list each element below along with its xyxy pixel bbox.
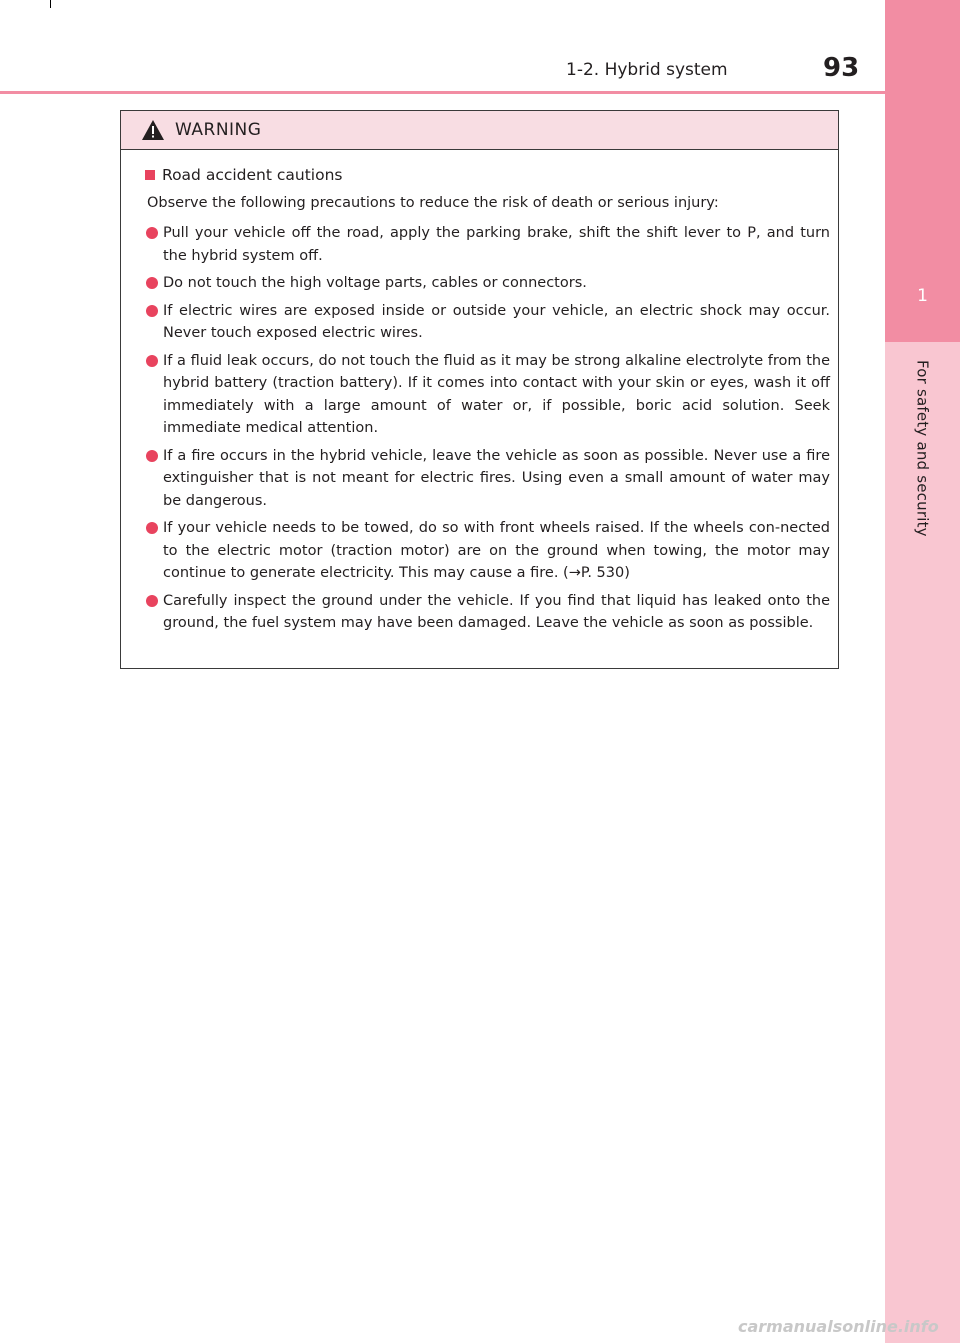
list-item (145, 350, 830, 440)
warning-intro: Observe the following precautions to reduce the risk of death or serious injury: (147, 195, 719, 211)
list-item-text: If a fire occurs in the hybrid vehicle, leave the vehicle as soon as possible. Never use a fire extinguisher that is not meant for electric fires. Using even a small amount of water may be dangerous. (163, 447, 830, 509)
warning-header (121, 111, 838, 150)
page-number: 93 (823, 53, 860, 83)
side-tab (885, 0, 960, 1343)
list-item (145, 300, 830, 345)
bullet-icon (146, 450, 158, 462)
warning-subheading (145, 166, 830, 184)
list-item-text: If electric wires are exposed inside or outside your vehicle, an electric shock may occur. Never touch exposed electric wires. (163, 302, 830, 341)
subheading-text: Road accident cautions (162, 166, 343, 184)
chapter-title-text: For safety and security (913, 360, 932, 537)
warning-label: WARNING (175, 120, 262, 140)
chapter-title (885, 360, 960, 560)
footer-watermark: carmanualsonline.info (738, 1317, 939, 1336)
square-bullet-icon (145, 170, 155, 180)
list-item (145, 222, 830, 267)
header-rule (0, 91, 885, 94)
warning-box (120, 110, 839, 669)
warning-triangle-icon (141, 119, 165, 141)
bullet-icon (146, 595, 158, 607)
list-item (145, 517, 830, 585)
warning-list (145, 222, 830, 635)
list-item-text: If your vehicle needs to be towed, do so with front wheels raised. If the wheels con-nected to the electric motor (traction motor) are on the ground when towing, the motor may continue to generate electricity. This may cause a fire. (→P. 530) (163, 520, 830, 581)
list-item-text: Pull your vehicle off the road, apply the parking brake, shift the shift lever to P, and turn the hybrid system off. (163, 225, 830, 264)
list-item-text: Carefully inspect the ground under the vehicle. If you find that liquid has leaked onto the ground, the fuel system may have been damaged. Leave the vehicle as soon as possible. (163, 592, 830, 631)
list-item (145, 445, 830, 513)
bullet-icon (146, 227, 158, 239)
list-item (145, 272, 830, 295)
list-item-text: If a fluid leak occurs, do not touch the fluid as it may be strong alkaline electrolyte from the hybrid battery (traction battery). If it comes into contact with your skin or eyes, wash it off immediately with a large amount of water or, if possible, boric acid solution. Seek immediate medical attention. (163, 352, 830, 436)
bullet-icon (146, 522, 158, 534)
bullet-icon (146, 277, 158, 289)
crop-mark (50, 0, 51, 8)
chapter-number: 1 (917, 286, 928, 306)
warning-body (121, 150, 838, 635)
bullet-icon (146, 355, 158, 367)
bullet-icon (146, 305, 158, 317)
section-title: 1-2. Hybrid system (566, 60, 728, 80)
list-item (145, 590, 830, 635)
list-item-text: Do not touch the high voltage parts, cables or connectors. (163, 275, 587, 291)
